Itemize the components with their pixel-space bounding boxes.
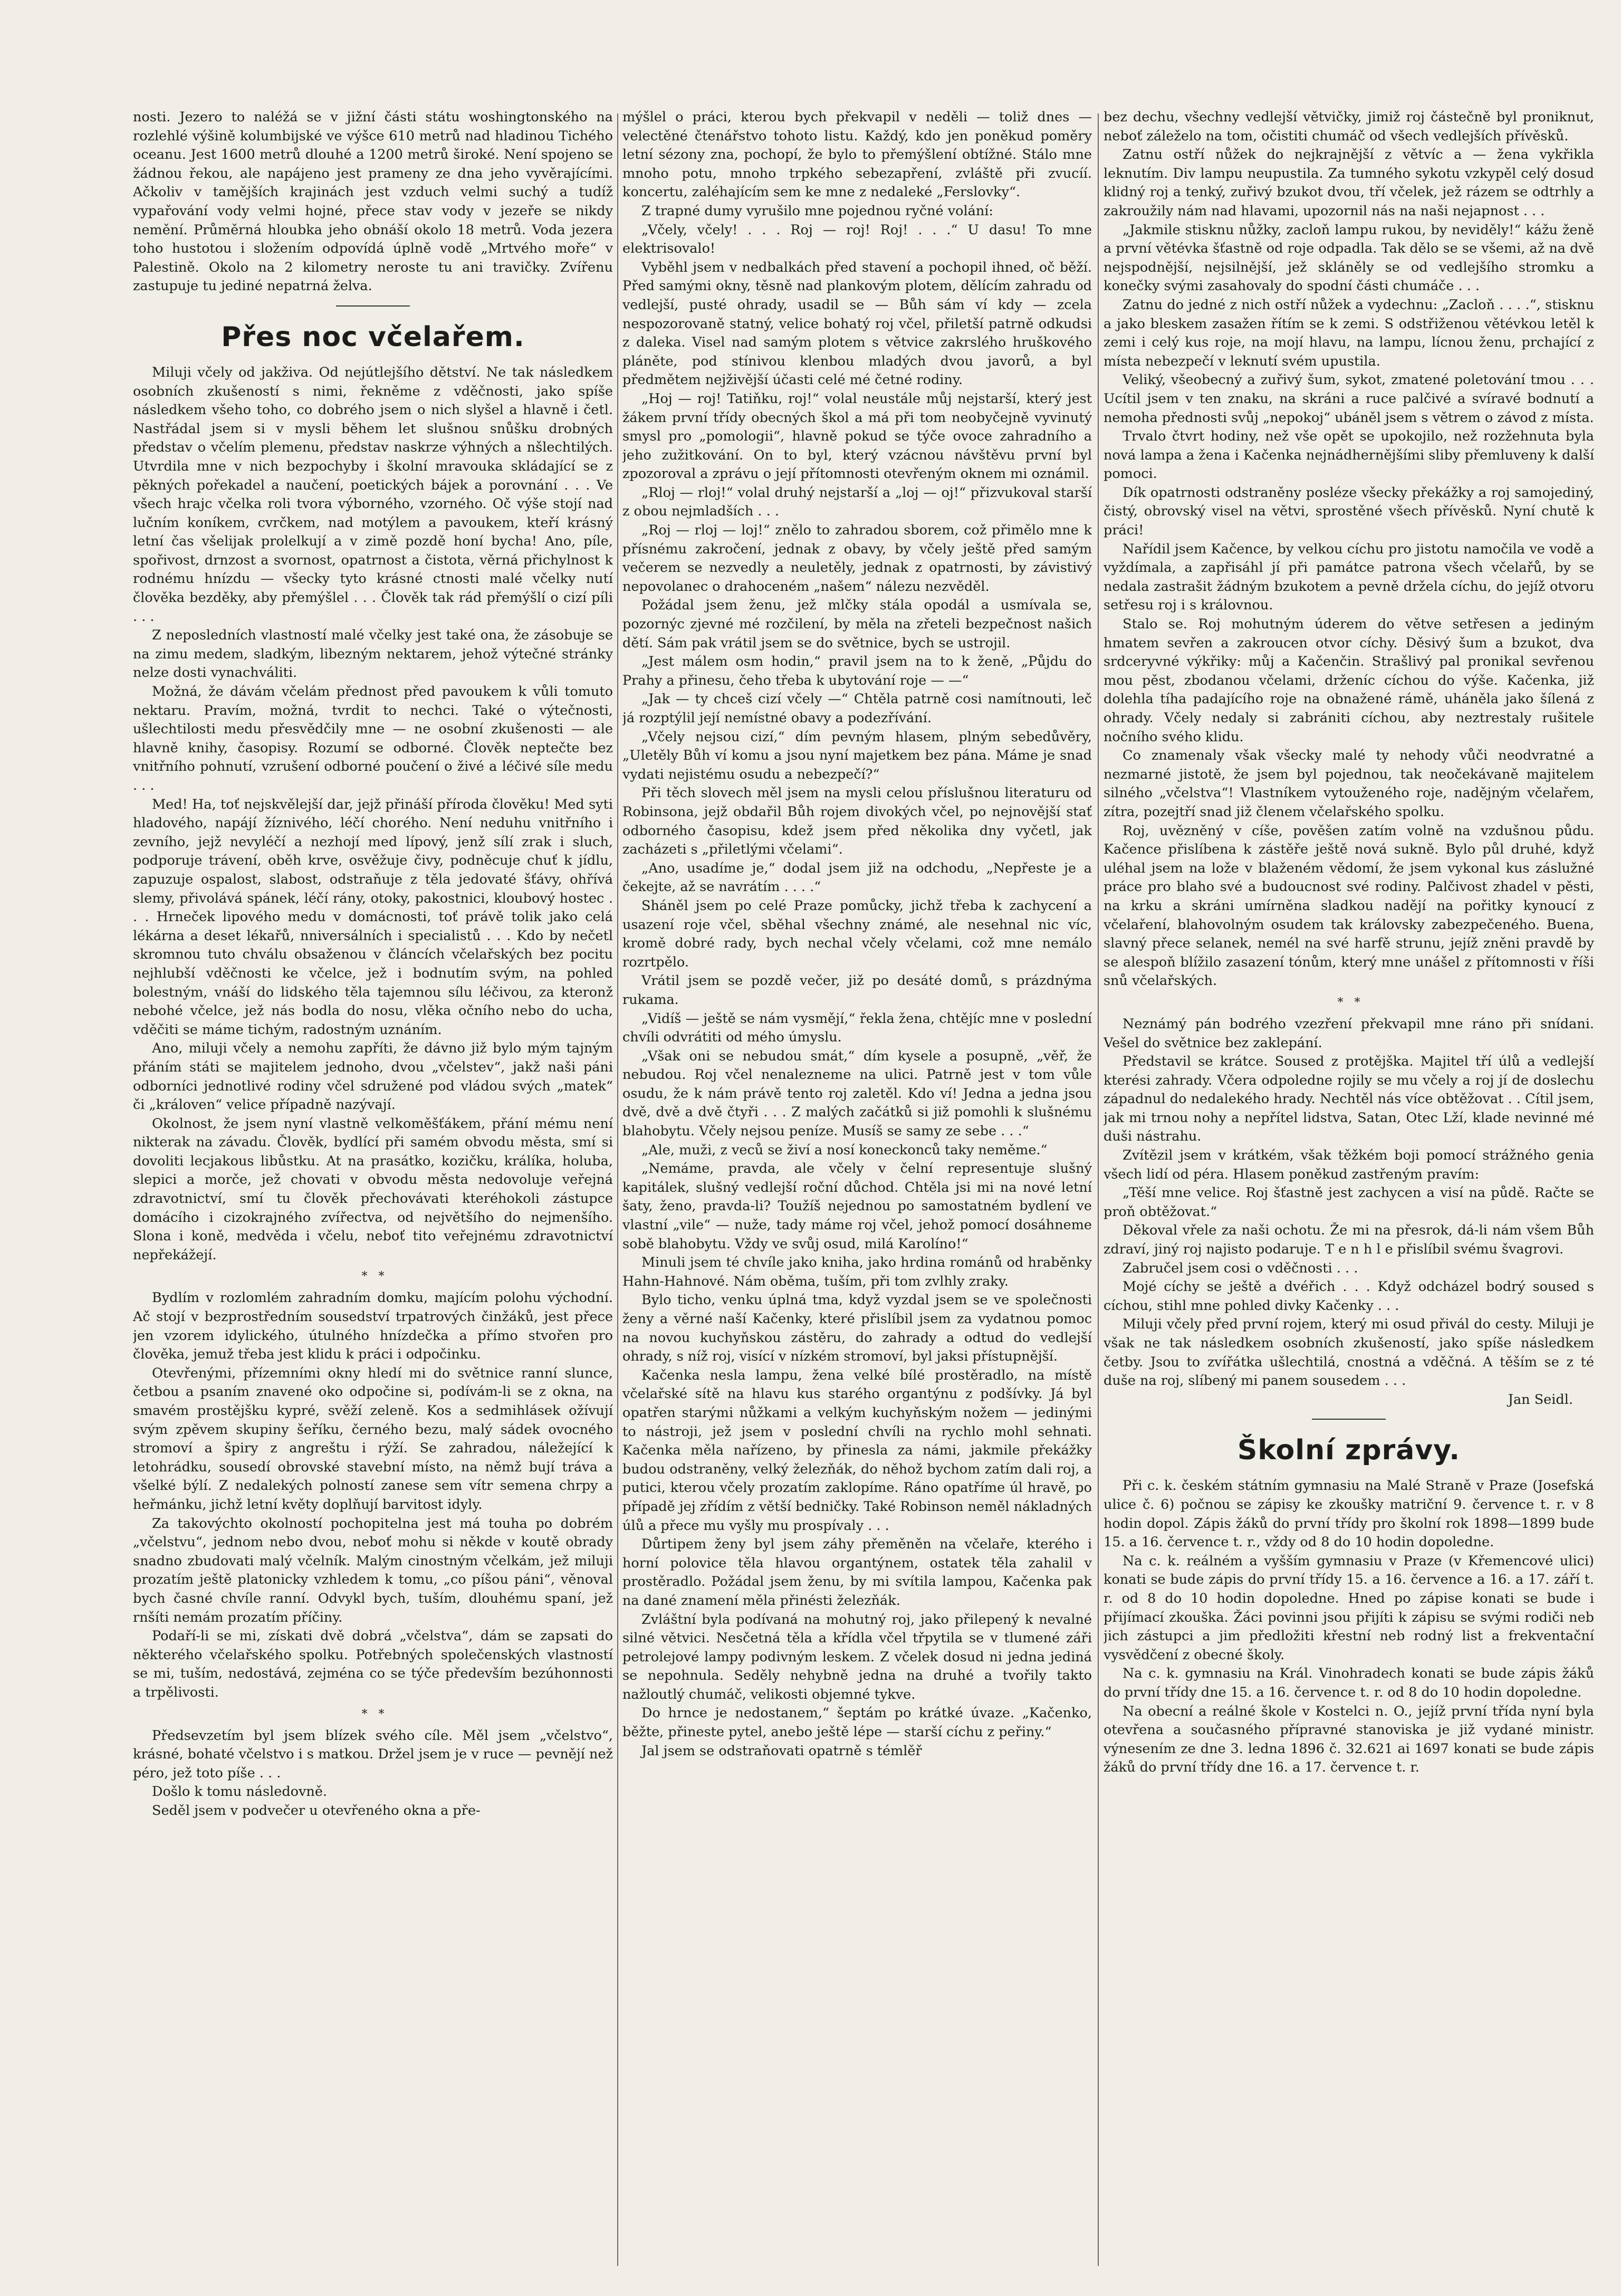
paragraph: Zvláštní byla podívaná na mohutný roj, jako přilepený k nevalné silné větvici. Nesčetná těla a křídla včel třpytila se v tlumené záři petrolejové lampy podivným leskem. Z včelek dosud ni jedna jediná se nepohnula. Seděly nehybně jedna na druhé a tvořily takto nažloutlý chumáč, velikosti objemné tykve. — [622, 1611, 1092, 1702]
paragraph: Bylo ticho, venku úplná tma, když vyzdal jsem se ve společnosti ženy a věrné naší Kačenky, které přislíbil jsem za vydatnou pomoc na novou kuchyňskou zástěru, do zahrady a odtud do vedlejší ohrady, s níž roj, visící v nízkém stromoví, byl jaksi přístupnější. — [622, 1292, 1092, 1365]
paragraph: Došlo k tomu následovně. — [152, 1784, 328, 1800]
section-divider — [1312, 1419, 1386, 1420]
paragraph: Miluji včely před první rojem, který mi osud přivál do cesty. Miluji je však ne tak následkem osobních zkušeností, jako spíše následkem četby. Jsou to zvířátka ušlechtilá, cnostná a vděčná. A těším se z té duše na roj, slíbený mi panem sousedem . . . — [1104, 1316, 1594, 1389]
paragraph: Na c. k. gymnasiu na Král. Vinohradech konati se bude zápis žáků do první třídy dne 15. a 16. července t. r. od 8 do 10 hodin dopoledne. — [1104, 1666, 1594, 1700]
paragraph: „Ano, usadíme je,“ dodal jsem již na odchodu, „Nepřeste je a čekejte, až se navrátím . . . .“ — [622, 860, 1092, 895]
paragraph: Předsevzetím byl jsem blízek svého cíle. Měl jsem „včelstvo“, krásné, bohaté včelstvo i s matkou. Držel jsem je v ruce — pevnějí než péro, jež toto píše . . . — [133, 1727, 613, 1781]
paragraph: Děkoval vřele za naši ochotu. Že mi na přesrok, dá-li nám všem Bůh zdraví, jiný roj najisto podaruje. T e n h l e přislíbil svému švagrovi. — [1104, 1222, 1594, 1258]
paragraph: Kačenka nesla lampu, žena velké bílé prostěradlo, na místě včelařské sítě na hlavu kus starého organtýnu z podšívky. Já byl opatřen starými nůžkami a velkým kuchyňským nožem — jedinými to nástroji, jež jsem v poslední chvíli na rychlo mohl sehnati. Kačenka měla nařízeno, by přinesla za námi, jakmile překážky budou odstraněny, velký železňák, do něhož bychom zatím dali roj, a putici, kterou včely prozatím zaklopíme. Ráno opatříme úl hravě, po případě jej zřídím z větší bedničky. Také Robinson neměl nákladných úlů a přece mu vyšly mu prospívaly . . . — [622, 1367, 1092, 1534]
paragraph: „Jak — ty chceš cizí včely —“ Chtěla patrně cosi namítnouti, leč já rozptýlil její nemístné obavy a podezřívání. — [622, 691, 1092, 726]
asterisk-separator: * * — [361, 1707, 385, 1721]
paragraph: „Jest málem osm hodin,“ pravil jsem na to k ženě, „Půjdu do Prahy a přinesu, čeho třeba k ubytování roje — —“ — [622, 654, 1092, 688]
paragraph: Med! Ha, toť nejskvělejší dar, jejž přináší příroda člověku! Med syti hladového, napájí žíznivého, léčí chorého. Není neduhu vnitřního i zevního, jejž nevyléčí a nezhojí med lípový, jenž sílí zrak i sluch, podporuje trávení, oběh krve, osvěžuje čivy, podněcuje chuť k jídlu, zapuzuje ospalost, slabost, odstraňuje z těla jedovaté šťávy, ohřívá slemy, přivolává spánek, léčí rány, otoky, pakostnici, kloubový hostec . . . Hrneček lipového medu v domácnosti, toť právě tolik jako celá lékárna a deset lékařů, nniversálních i specialistů . . . Kdo by nečetl skromnou tuto chválu obsaženou v článcích včelařských bez pocitu nejhlubší vděčnosti ke včelce, jež i bodnutím svým, na pohled bolestným, vnáší do lidského těla tajemnou sílu léčivou, za kteronž nebohé včelce, jež nás bodla do nosu, vlěka očního nebo do ucha, vděčiti se máme tichým, radostným uznáním. — [133, 796, 613, 1038]
paragraph: Zatnu ostří nůžek do nejkrajnější z větvíc a — žena vykřikla leknutím. Div lampu neupustila. Za tumného sykotu vzkypěl celý dosud klidný roj a tenký, zuřivý bzukot dvou, tří včelek, jež rázem se odtrhly a zakroužily nám nad hlavami, upozornil nás na naši nejapnost . . . — [1104, 147, 1594, 219]
paragraph: nosti. Jezero to naléžá se v jižní části státu woshingtonského na rozlehlé výšině kolumbijské ve výšce 610 metrů nad hladinou Tichého oceanu. Jest 1600 metrů dlouhé a 1200 metrů široké. Není spojeno se žádnou řekou, ale napájeno jest prameny ze dna jeho vyvěrajícími. Ačkoliv v tamějších krajinách jest vzduch velmi suchý a tudíž vypařování vody velmi hojné, přece stav vody v jezeře se nikdy nemění. Průměrná hloubka jeho obnáší okolo 18 metrů. Voda jezera toho hustotou i složením odpovídá úplně vodě „Mrtvého moře“ v Palestině. Okolo na 2 kilometry neroste tu ani travičky. Zvířenu zastupuje tu jediné nepatrná želva. — [133, 109, 613, 294]
paragraph: „Ale, muži, z veců se živí a nosí koneckonců taky neměme.“ — [641, 1142, 1048, 1158]
paragraph: Dík opatrnosti odstraněny posléze všecky překážky a roj samojediný, čistý, obrovský visel na větvi, sprostěné všech přívěsků. Nyní chutě k práci! — [1104, 484, 1594, 539]
paragraph: „Včely nejsou cizí,“ dím pevným hlasem, plným sebedůvěry, „Uletěly Bůh ví komu a jsou nyní majetkem bez pána. Máme je snad vydati nejistému osudu a nebezpečí?“ — [622, 729, 1092, 782]
paragraph: Co znamenaly však všecky malé ty nehody vůči neodvratné a nezmarné jistotě, že jsem byl pojednou, tak neočekávaně majitelem silného „včelstva“! Vlastníkem vytouženého roje, nadějným včelařem, zítra, pozejtří snad již členem včelařského spolku. — [1104, 748, 1594, 820]
column-divider — [617, 113, 618, 2266]
paragraph: „Jakmile stisknu nůžky, zacloň lampu rukou, by neviděly!“ kážu ženě a první větévka šťastně od roje odpadla. Tak dělo se se všemi, až na dvě nejspodnější, nejsilnější, jež skláněly se od vedlejšího stromku a konečky svými zasahovaly do spodní části chumáče . . . — [1104, 222, 1594, 294]
paragraph: Z trapné dumy vyrušilo mne pojednou ryčné volání: — [641, 203, 994, 219]
paragraph: „Roj — rloj — loj!“ znělo to zahradou sborem, což přimělo mne k přísnému zakročení, jednak z obavy, by včely ještě před samým večerem se nezvedly a neuletěly, jednak z opatrnosti, by závistivý nepovolanec o drahoceném „našem“ nálezu nezvěděl. — [622, 522, 1092, 595]
paragraph: Vyběhl jsem v nedbalkách před stavení a pochopil ihned, oč běží. Před samými okny, těsně nad plankovým plotem, dělícím zahradu od vedlejší, pusté ohrady, usadil se — Bůh sám ví kdy — zcela nespozorovaně statný, velice bohatý roj včel, přiletší patrně odkudsi z daleka. Visel nad samým plotem s větvice zakrslého hruškového pláněte, pod stínivou klenbou mladých dvou javorů, a byl předmětem nejživější účasti celé mé četné rodiny. — [622, 259, 1092, 388]
paragraph: „Včely, včely! . . . Roj — roj! Roj! . . .“ U dasu! To mne elektrisovalo! — [622, 222, 1092, 257]
paragraph: „Hoj — roj! Tatiňku, roj!“ volal neustále můj nejstarší, který jest žákem první třídy obecných škol a má při tom neobyčejně vyvinutý smysl pro „pomologii“, hlavně pokud se týče ovoce zahradního a jeho zužitkování. On to byl, který vzácnou návštěvu první byl zpozoroval a zprávu o její přítomnosti otevřeným oknem mi oznámil. — [622, 390, 1092, 482]
paragraph: Miluji včely od jakživa. Od nejútlejšího dětství. Ne tak následkem osobních zkušeností s nimi, řekněme z vděčnosti, jako spíše následkem všeho toho, co dobrého jsem o nich slyšel a hlavně i četl. Nastřádal jsem si v mysli během let slušnou snůšku drobných představ o včelím plemenu, představ naskrze výhných a nšlechtilých. Utvrdila mne v nich bezpochyby i školní mravouka skládající se z pěkných pořekadel a naučení, poetických bájek a porovnání . . . Ve všech hrajc včelka roli tvora výborného, vzorného. Oč výše stojí nad lučním koníkem, cvrčkem, nad motýlem a pavoukem, kteří krásný letní čas všelijak prolelkují a v zimě pozdě honí bycha! Ano, píle, spořivost, drnzost a svornost, opatrnost a čistota, věrná přichylnost k rodnému hnízdu — všecky tyto krásné ctnosti malé včelky nutí člověka bezděky, aby přemýšlel . . . Člověk tak rád přemýšlí o cizí píli . . . — [133, 364, 613, 625]
paragraph: Ano, miluji včely a nemohu zapříti, že dávno již bylo mým tajným přáním státi se majitelem jednoho, dvou „včelstev“, jakž naši páni odborníci jednotlivé rodiny včel sdružené pod vládou svých „matek“ či „královen“ velice případně nazývají. — [133, 1040, 613, 1113]
paragraph: Představil se krátce. Soused z protějška. Majitel tří úlů a vedlejší kterési zahrady. Včera odpoledne rojily se mu včely a roj jí de doslechu západnul do nedalekého hrady. Nechtěl nás více obtěžovat . . Cítil jsem, jak mi trnou nohy a nepřítel lidstva, Satan, Otec Lží, klade nevinné mé duši nástrahu. — [1104, 1054, 1594, 1145]
paragraph: Veliký, všeobecný a zuřivý šum, sykot, zmatené poletování tmou . . . Ucítil jsem v ten znaku, na skráni a ruce palčivé a svíravé bodnutí a nemoha přednosti svůj „nepokoj“ ubáněl jsem s větrem o závod z místa. — [1104, 372, 1594, 426]
paragraph: Na c. k. reálném a vyšším gymnasiu v Praze (v Křemencové ulici) konati se bude zápis do první třídy 15. a 16. července a 16. a 17. září t. r. od 8 do 10 hodin dopoledne. Hned po zápise konati se bude i přijímací zkouška. Žáci povinni jsou přijíti k zápisu se svými rodiči neb jich zástupci a jim předložiti křestní neb rodný list a frekventační vysvědčení z obecné školy. — [1104, 1553, 1594, 1663]
column-divider — [1098, 113, 1099, 2266]
paragraph: Při těch slovech měl jsem na mysli celou příslušnou literaturu od Robinsona, jejž obdařil Bůh rojem divokých včel, po nejnovější stať odborného časopisu, kdež jsem před několika dny vyčetl, jak zacházeti s „přiletlými včelami“. — [622, 785, 1092, 858]
paragraph: Zatnu do jedné z nich ostří nůžek a vydechnu: „Zacloň . . . .“, stisknu a jako bleskem zasažen řítím se k zemi. S odstřiženou větévkou letěl k zemi i celý kus roje, na mojí hlavu, na lampu, lícnou ženu, prchající z místa nebezpečí v leknutí svém upustila. — [1104, 296, 1594, 369]
paragraph: Sháněl jsem po celé Praze pomůcky, jichž třeba k zachycení a usazení roje včel, sběhal všechny známé, ale nesehnal nic víc, kromě dobré rady, bych nechal včely včelami, což mne nemálo rozrtpělo. — [622, 897, 1092, 970]
paragraph: Vrátil jsem se pozdě večer, již po desáté domů, s prázdnýma rukama. — [622, 973, 1092, 1008]
article-title: Přes noc včelařem. — [221, 321, 525, 353]
paragraph: mýšlel o práci, kterou bych překvapil v neděli — toliž dnes — velectěné čtenářstvo tohoto listu. Každý, kdo jen poněkud poměry letní sézony zna, pochopí, že bylo to přemýšlení obtížné. Stálo mne mnoho potu, mnoho trpkého sebezapření, zvláště při zvucíí. koncertu, zaléhajícím sem ke mne z nedaleké „Ferslovky“. — [622, 109, 1092, 200]
paragraph: Zabručel jsem cosi o vděčnosti . . . — [1123, 1260, 1358, 1276]
paragraph: Mojé cíchy se ještě a dvéřich . . . Když odcházel bodrý soused s cíchou, stihl mne pohled divky Kačenky . . . — [1104, 1279, 1594, 1314]
paragraph: Otevřenými, přízemními okny hledí mi do světnice ranní slunce, četbou a psaním znavené oko odpočine si, podívám-li se z okna, na smavém prostějšku kypré, svěží zeleně. Kos a sedmihlásek ožívují svým zpěvem skupiny šeříku, černého bezu, malý sádek ovocného stromoví a špiry z angreštu i rýží. Se zahradou, náležející k letohrádku, sousedí obrovské stavební místo, na němž bují tráva a všelké býlí. Z nedalekých polností zanese sem vítr semena chrpy a heřmánku, jichž letní květy doplňují barvitost idyly. — [133, 1365, 613, 1513]
paragraph: Z neposledních vlastností malé včelky jest také ona, že zásobuje se na zimu medem, sladkým, libezným nektarem, jehož výtečné stránky nelze dosti vynachváliti. — [133, 627, 613, 681]
paragraph: Za takovýchto okolností pochopitelna jest má touha po dobrém „včelstvu“, jednom nebo dvou, neboť mohu si někde v koutě obrady snadno zbudovati malý včelník. Malým cinostným včelkám, jež miluji prozatím ještě platonicky vzhledem k tomu, „co píšou páni“, věnoval bych časné chvíle ranní. Odvykl bych, tuším, dlouhému spaní, jež rnšíti nemám prozatím příčiny. — [133, 1515, 613, 1625]
paragraph: Na obecní a reálné škole v Kostelci n. O., jejíž první třída nyní byla otevřena a současného přípravné stanoviska je již vydané ministr. výnesením ze dne 3. ledna 1896 č. 32.621 ai 1697 konati se bude zápis žáků do první třídy dne 16. a 17. července t. r. — [1104, 1703, 1594, 1776]
paragraph: Požádal jsem ženu, jež mlčky stála opodál a usmívala se, pozornýc zjevné mé rozčilení, by měla na zřeteli bezpečnost našich dětí. Sám pak vrátil jsem se do světnice, bych se ustrojil. — [622, 597, 1092, 651]
column-middle — [622, 108, 1092, 2276]
paragraph: Možná, že dávám včelám přednost před pavoukem k vůli tomuto nektaru. Pravím, možná, tvrdit to nechci. Také o výtečnosti, ušlechtilosti medu přesvědčily mne — ne osobní zkušenosti — ale hlavně knihy, časopisy. Rozumí se odborné. Člověk neptečte bez vnitřního pohnutí, vzrušení odborné poučení o živé a léčivé síle medu . . . — [133, 684, 613, 793]
paragraph: Důrtipem ženy byl jsem záhy přeměněn na včelaře, kterého i horní polovice těla hlavou organtýnem, ostatek těla zahalil v prostěradlo. Požádal jsem ženu, by mi svítila lampou, Kačenka pak na dané znamení měla přinésti železňák. — [622, 1536, 1092, 1609]
asterisk-separator: * * — [361, 1270, 385, 1284]
paragraph: Seděl jsem v podvečer u otevřeného okna a pře- — [152, 1802, 481, 1819]
paragraph: Do hrnce je nedostanem,“ šeptám po krátké úvaze. „Kačenko, běžte, přineste pytel, anebo ještě lépe — starší cíchu z peřiny.“ — [622, 1705, 1092, 1740]
paragraph: Jal jsem se odstraňovati opatrně s témlěř — [641, 1743, 922, 1759]
paragraph: Bydlím v rozlomlém zahradním domku, majícím polohu východní. Ač stojí v bezprostředním sousedství trpatrových činžáků, jest přece jen vzorem idylického, útulného hnízdečka a přímo stvořen pro člověka, jemuž třeba jest klidu k práci i odpočinku. — [133, 1290, 613, 1363]
paragraph: Neznámý pán bodrého vzezření překvapil mne ráno při snídani. Vešel do světnice bez zaklepání. — [1104, 1016, 1594, 1051]
section-title: Školní zprávy. — [1237, 1434, 1461, 1467]
paragraph: Nařídil jsem Kačence, by velkou cíchu pro jistotu namočila ve vodě a vyždímala, a zapřisáhl jí při památce patrona všech včelařů, by se nedala zastrašit žádným bzukotem a pevně držela cíchu, do jejíž otvoru setřesu roj i s královnou. — [1104, 541, 1594, 614]
paragraph: „Však oni se nebudou smát,“ dím kysele a posupně, „věř, že nebudou. Roj včel nenalezneme na ulici. Patrně jest v tom vůle osudu, že k nám právě tento roj zaletěl. Kdo ví! Jedna a jedna jsou dvě, dvě a dvě čtyři . . . Z malých začátků si již pomohli k slušnému blahobytu. Včely nejsou peníze. Musíš se samy ze sebe . . .“ — [622, 1048, 1092, 1140]
paragraph: bez dechu, všechny vedlejší větvičky, jimiž roj částečně byl proniknut, neboť záleželo na tom, očistiti chumáč od všech vedlejších přívěsků. — [1104, 109, 1594, 144]
paragraph: Při c. k. českém státním gymnasiu na Malé Straně v Praze (Josefská ulice č. 6) počnou se zápisy ke zkoušky matriční 9. července t. r. v 8 hodin dopol. Zápis žáků do první třídy pro školní rok 1898—1899 bude 15. a 16. července t. r., vždy od 8 do 10 hodin dopoledne. — [1104, 1478, 1594, 1551]
paragraph: Podaří-li se mi, získati dvě dobrá „včelstva“, dám se zapsati do některého včelařského spolku. Potřebných společenských vlastností se mi, tuším, nedostává, zejména co se týče především bezúhonnosti a trpělivosti. — [133, 1628, 613, 1700]
paragraph: „Vidíš — ještě se nám vysmějí,“ řekla žena, chtějíc mne v poslední chvíli odvrátiti od mého úmyslu. — [622, 1010, 1092, 1046]
column-right — [1104, 108, 1594, 2276]
author-signature: Jan Seidl. — [1508, 1391, 1573, 1408]
paragraph: Okolnost, že jsem nyní vlastně velkoměšťákem, přání mému není nikterak na závadu. Člověk, bydlící při samém obvodu města, smí si dovoliti lecjakous libůstku. At na prasátko, kozičku, králíka, holuba, slepici a morče, jež chovati v obvodu města nedovoluje veřejná zdravotnictví, smí tu člověk přechovávati kteréhokoli zástupce domácího i cizokrajného zvířectva, od největšího do nejmenšího. Slona i koně, medvěda i včelu, neboť tito veřejnému zdravotnictví nepřekážejí. — [133, 1115, 613, 1263]
paragraph: Zvítězil jsem v krátkém, však těžkém boji pomocí strážného genia všech lidí od péra. Hlasem poněkud zastřeným pravím: — [1104, 1147, 1594, 1182]
paragraph: Trvalo čtvrt hodiny, než vše opět se upokojilo, než rozžehnuta byla nová lampa a žena i Kačenka nejnádhernějšími sliby přemluveny k další pomoci. — [1104, 428, 1594, 482]
paragraph: Minuli jsem té chvíle jako kniha, jako hrdina románů od hraběnky Hahn-Hahnové. Nám oběma, tuším, při tom zvlhly zraky. — [622, 1255, 1092, 1289]
asterisk-separator: * * — [1337, 996, 1360, 1009]
paragraph: Roj, uvězněný v cíše, pověšen zatím volně na vzdušnou půdu. Kačence přislíbena k zástěře ještě nová sukně. Bylo půl druhé, když uléhal jsem na lože v blaženém vědomí, že jsem vykonal kus záslužné práce pro blaho své a budoucnost své rodiny. Palčivost zhadel v pěsti, na krku a skráni umírněna sladkou nadějí na pořitky kynoucí z včelaření, blahovolným osudem tak královsky zabezpečeného. Buena, slavný přece selanek, nemél na své harfě strunu, jejíž zněni pravdě by se alespoň blížilo zasazení tónům, který mne unášel z přítomnosti v říši snů včelařských. — [1104, 822, 1594, 989]
column-left — [133, 108, 613, 2276]
section-divider — [336, 305, 410, 307]
paragraph: „Těší mne velice. Roj šťastně jest zachycen a visí na půdě. Račte se proň obtěžovat.“ — [1104, 1185, 1594, 1220]
paragraph: „Nemáme, pravda, ale včely v čelní representuje slušný kapitálek, slušný vedlejší roční důchod. Chtěla jsi mi na nové letní šaty, ženo, pravda-li? Toužíš nejednou po samostatném bydlení ve vlastní „vile“ — nuže, tady máme roj včel, jehož pomocí dosáhneme sobě blahobytu. Vždy ve svůj osud, milá Karolíno!“ — [622, 1161, 1092, 1252]
paragraph: Stalo se. Roj mohutným úderem do větve setřesen a jediným hmatem sevřen a zakroucen otvor cíchy. Děsivý šum a bzukot, dva srdceryvné výkřiky: můj a Kačenčin. Strašlivý pal pronikal sevřenou mou pěst, zbodanou včelami, drženíc cíchou do výše. Kačenka, již dolehla tíha padajícího roje na obnažené rámě, uháněla jako šílená z ohrady. Včely nedaly si zabrániti cíchou, aby neztrestaly rušitele nočního svého klidu. — [1104, 616, 1594, 745]
paragraph: „Rloj — rloj!“ volal druhý nejstarší a „loj — oj!“ přizvukoval starší z obou nejmladších . . . — [622, 484, 1092, 520]
